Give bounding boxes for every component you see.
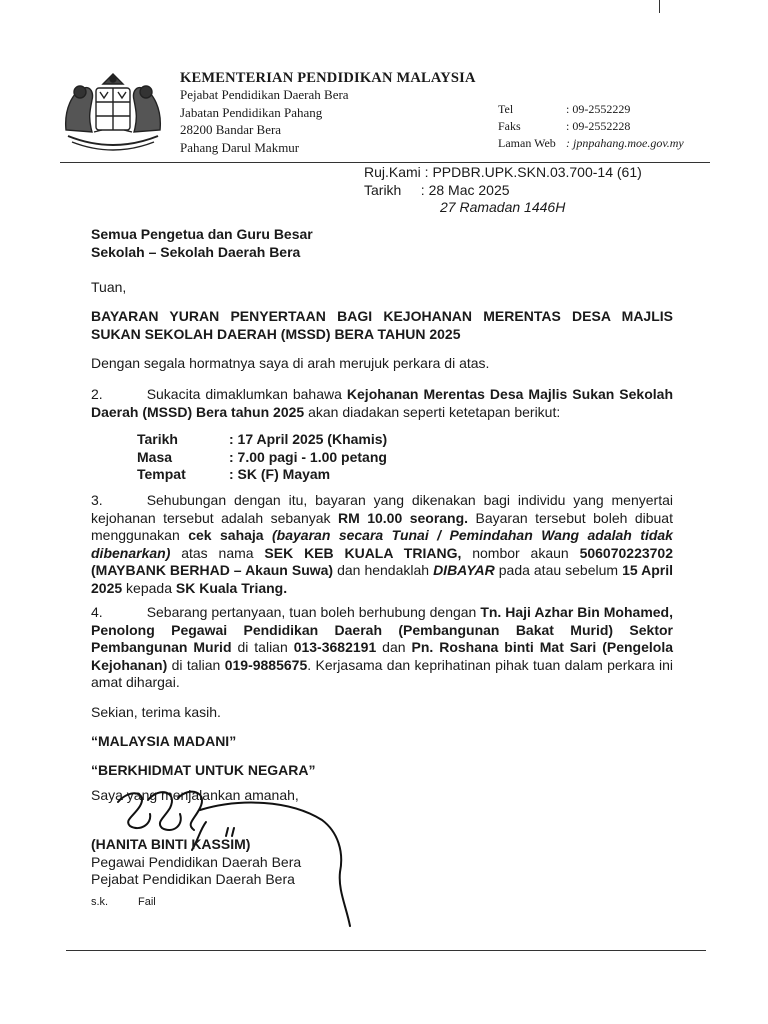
detail-label: Tarikh — [137, 431, 178, 447]
sk-label: s.k. — [91, 896, 109, 908]
header-divider — [60, 162, 710, 163]
text: dan hendaklah — [333, 562, 434, 578]
fee-amount: RM 10.00 seorang. — [337, 509, 469, 526]
paragraph-2 — [91, 386, 673, 421]
tel-value: : 09-2552229 — [566, 102, 631, 116]
payment-deadline: 15 April 2025 — [91, 562, 673, 596]
detail-value: : 17 April 2025 (Khamis) — [229, 431, 388, 447]
text: di talian — [231, 639, 294, 655]
sk-value: Fail — [138, 896, 156, 908]
detail-label: Masa — [137, 448, 173, 465]
contact-person-2: Pn. Roshana binti Mat Sari (Pengelola Kejohanan) — [91, 639, 674, 673]
closing: Sekian, terima kasih. — [91, 704, 221, 720]
payee-name: SEK KEB KUALA TRIANG, — [264, 544, 462, 561]
payment-method: cek sahaja — [188, 527, 264, 543]
address-line: 28200 Bandar Bera — [180, 122, 282, 137]
text: atas nama — [170, 544, 265, 561]
website-label: Laman Web — [498, 136, 556, 150]
reference-number: Ruj.Kami : PPDBR.UPK.SKN.03.700-14 (61) — [364, 164, 642, 180]
office-address — [180, 86, 349, 156]
detail-value: : 7.00 pagi - 1.00 petang — [229, 448, 387, 465]
account-number: 506070223702 (MAYBANK BERHAD – Akaun Suwa) — [91, 544, 673, 578]
paragraph-number: 3. — [91, 492, 103, 508]
detail-value: : SK (F) Mayam — [229, 466, 331, 482]
address-line: Jabatan Pendidikan Pahang — [180, 104, 323, 120]
contact-phone-2: 019-9885675 — [224, 656, 308, 673]
contact-block — [498, 101, 684, 152]
motto-madani: “MALAYSIA MADANI” — [91, 733, 237, 749]
paragraph-number: 2. — [91, 386, 103, 402]
paragraph-4 — [91, 604, 673, 692]
tel-label: Tel — [498, 102, 514, 116]
contact-person-1: Tn. Haji Azhar Bin Mohamed, Penolong Pegawai Pendidikan Daerah (Pembangunan Bakat Murid) Sektor Pembangunan Murid — [91, 604, 673, 655]
reference-block — [364, 164, 642, 217]
text: Sukacita dimaklumkan bahawa — [146, 386, 347, 402]
text: . Kerjasama dan keprihatinan pihak tuan dalam perkara ini amat dihargai. — [91, 656, 673, 690]
footer-divider — [66, 950, 706, 951]
signatory-office: Pejabat Pendidikan Daerah Bera — [91, 871, 295, 887]
signatory-title: Pegawai Pendidikan Daerah Bera — [91, 853, 302, 870]
text: pada atau sebelum — [494, 562, 623, 578]
text: di talian — [167, 656, 225, 673]
hijri-date: 27 Ramadan 1446H — [440, 199, 566, 215]
recipient-line: Semua Pengetua dan Guru Besar — [91, 226, 313, 242]
recipient — [91, 226, 313, 261]
signatory-name: (HANITA BINTI KASSIM) — [91, 836, 251, 852]
event-details — [137, 431, 387, 484]
text: kepada — [122, 579, 176, 596]
payment-emphasis: DIBAYAR — [433, 562, 495, 578]
event-name: Kejohanan Merentas Desa Majlis Sukan Sekolah Daerah (MSSD) Bera tahun 2025 — [91, 386, 674, 420]
fax-label: Faks — [498, 119, 521, 133]
address-line: Pejabat Pendidikan Daerah Bera — [180, 87, 349, 102]
text: Bayaran tersebut boleh dibuat menggunakan — [91, 509, 673, 543]
paragraph-number: 4. — [91, 604, 103, 620]
text: nombor akaun — [461, 544, 580, 561]
text: akan diadakan seperti ketetapan berikut: — [304, 403, 561, 420]
letter-date: Tarikh : 28 Mac 2025 — [364, 181, 510, 198]
fax-value: : 09-2552228 — [566, 119, 631, 133]
ministry-name: KEMENTERIAN PENDIDIKAN MALAYSIA — [180, 70, 476, 86]
scan-mark — [659, 0, 660, 13]
signatory-block — [91, 836, 301, 889]
salutation: Tuan, — [91, 279, 127, 295]
intro-paragraph: Dengan segala hormatnya saya di arah merujuk perkara di atas. — [91, 355, 490, 371]
paragraph-3 — [91, 492, 673, 597]
payment-recipient: SK Kuala Triang. — [175, 579, 288, 596]
motto-berkhidmat: “BERKHIDMAT UNTUK NEGARA” — [91, 762, 316, 778]
text: Sehubungan dengan itu, bayaran yang dikenakan bagi individu yang menyertai kejohanan tersebut adalah sebanyak — [91, 492, 673, 526]
letter-subject: BAYARAN YURAN PENYERTAAN BAGI KEJOHANAN MERENTAS DESA MAJLIS SUKAN SEKOLAH DAERAH (MSSD) BERA TAHUN 2025 — [91, 308, 673, 342]
payment-restriction: (bayaran secara Tunai / Pemindahan Wang adalah tidak dibenarkan) — [91, 527, 673, 561]
address-line: Pahang Darul Makmur — [180, 139, 300, 155]
contact-phone-1: 013-3682191 — [293, 639, 377, 655]
website-link[interactable]: : jpnpahang.moe.gov.my — [566, 136, 684, 150]
recipient-line: Sekolah – Sekolah Daerah Bera — [91, 243, 301, 260]
text: dan — [376, 639, 412, 655]
trust-line: Saya yang menjalankan amanah, — [91, 787, 299, 803]
coat-of-arms-logo — [58, 70, 168, 160]
text: Sebarang pertanyaan, tuan boleh berhubung dengan — [146, 604, 481, 620]
detail-label: Tempat — [137, 466, 186, 482]
